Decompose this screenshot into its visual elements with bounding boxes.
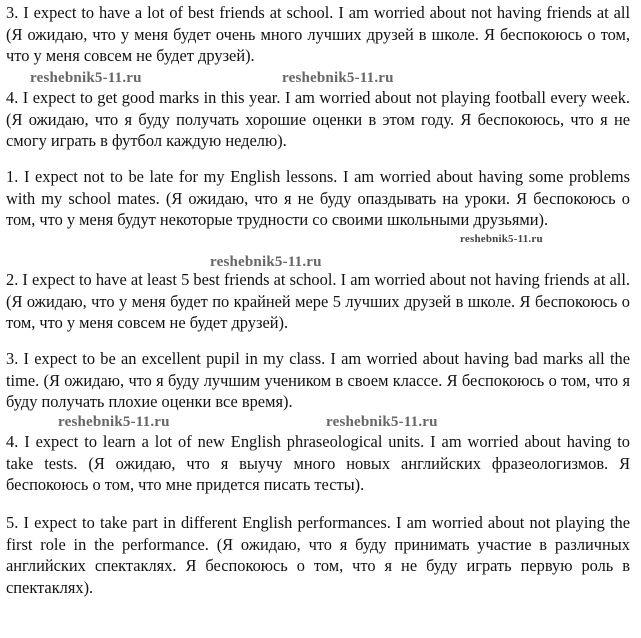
- watermark: reshebnik5-11.ru: [326, 414, 438, 430]
- paragraph-4-good-marks: 4. I expect to get good marks in this year. I am worried about not playing football every week. (Я ожидаю, что я буду получать хорошие оценки в этом году. Я беспокоюсь, что я не смогу играть в футбол каждую неделю).: [6, 88, 630, 151]
- watermark: reshebnik5-11.ru: [58, 414, 170, 430]
- paragraph-3-excellent-pupil: 3. I expect to be an excellent pupil in my class. I am worried about having bad marks all the time. (Я ожидаю, что я буду лучшим учеником в своем классе. Я беспокоюсь о том, что я буду получать плохие оценки все время).: [6, 349, 630, 412]
- paragraph-2-five-friends: 2. I expect to have at least 5 best friends at school. I am worried about not having friends at all. (Я ожидаю, что у меня будет по крайней мере 5 лучших друзей в школе. Я беспокоюсь о том, что у меня совсем не будет друзей).: [6, 270, 630, 333]
- paragraph-1-english-lessons: 1. I expect not to be late for my English lessons. I am worried about having some problems with my school mates. (Я ожидаю, что я не буду опаздывать на уроки. Я беспокоюсь о том, что у меня будут некоторые трудности со своими школьными друзьями).: [6, 167, 630, 230]
- watermark: reshebnik5-11.ru: [30, 70, 142, 86]
- paragraph-4-phraseological-units: 4. I expect to learn a lot of new English phraseological units. I am worried about having to take tests. (Я ожидаю, что я выучу много новых английских фразеологизмов. Я беспокоюсь о том, что мне придется писать тесты).: [6, 432, 630, 495]
- paragraph-5-performances: 5. I expect to take part in different English performances. I am worried about not playing the first role in the performance. (Я ожидаю, что я буду принимать участие в различных английских спектаклях. Я беспокоюсь о том, что я не буду играть первую роль в спектаклях).: [6, 513, 630, 597]
- watermark: reshebnik5-11.ru: [460, 233, 543, 245]
- watermark: reshebnik5-11.ru: [210, 254, 322, 270]
- watermark: reshebnik5-11.ru: [282, 70, 394, 86]
- paragraph-3-friends: 3. I expect to have a lot of best friends at school. I am worried about not having friends at all (Я ожидаю, что у меня будет очень много лучших друзей в школе. Я беспокоюсь о том, что у меня совсем не будет друзей).: [6, 3, 630, 66]
